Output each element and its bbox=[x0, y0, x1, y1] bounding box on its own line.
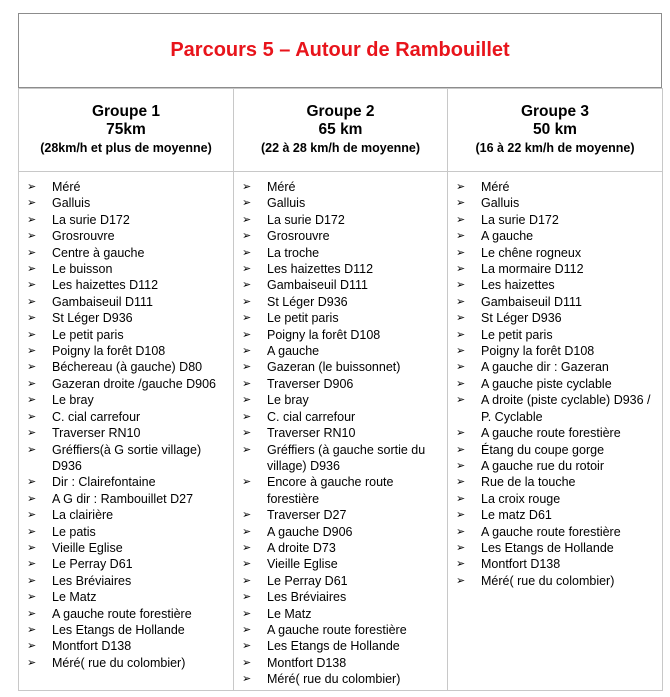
group-2-name: Groupe 2 bbox=[306, 103, 375, 120]
route-stop-label: La croix rouge bbox=[481, 491, 561, 506]
group-1-stop-list bbox=[19, 172, 233, 671]
route-stop-label: Encore à gauche route forestière bbox=[267, 475, 394, 506]
route-stop-label: A gauche D906 bbox=[267, 524, 353, 539]
arrowhead-bullet-icon: ➢ bbox=[456, 295, 466, 308]
route-stop-item bbox=[242, 179, 443, 195]
route-stop-label: Traverser RN10 bbox=[52, 426, 141, 441]
route-stop-label: Gazeran droite /gauche D906 bbox=[52, 376, 216, 391]
route-stop-label: Méré( rue du colombier) bbox=[267, 672, 401, 687]
route-stop-item bbox=[27, 409, 229, 425]
arrowhead-bullet-icon: ➢ bbox=[242, 263, 252, 276]
route-stop-item bbox=[456, 458, 658, 474]
route-stop-item bbox=[456, 491, 658, 507]
route-stop-item bbox=[242, 228, 443, 244]
arrowhead-bullet-icon: ➢ bbox=[27, 263, 37, 276]
route-stop-label: A gauche bbox=[267, 344, 320, 359]
arrowhead-bullet-icon: ➢ bbox=[27, 345, 37, 358]
route-stop-label: Méré bbox=[267, 180, 296, 194]
route-stop-item bbox=[456, 359, 658, 375]
route-stop-label: Montfort D138 bbox=[481, 557, 561, 572]
route-stop-item bbox=[242, 392, 443, 408]
route-stop-label: A droite D73 bbox=[267, 540, 336, 555]
route-table bbox=[18, 88, 663, 691]
arrowhead-bullet-icon: ➢ bbox=[456, 558, 466, 571]
route-stop-item bbox=[242, 507, 443, 523]
group-1-distance: 75km bbox=[106, 121, 146, 138]
group-1-speed: (28km/h et plus de moyenne) bbox=[40, 141, 212, 155]
route-stop-item bbox=[27, 573, 229, 589]
arrowhead-bullet-icon: ➢ bbox=[27, 230, 37, 243]
route-stop-item bbox=[27, 491, 229, 507]
route-stop-item bbox=[456, 245, 658, 261]
route-stop-label: Le Matz bbox=[52, 590, 97, 605]
route-stop-item bbox=[242, 294, 443, 310]
arrowhead-bullet-icon: ➢ bbox=[27, 427, 37, 440]
route-stop-item bbox=[27, 245, 229, 261]
route-stop-label: C. cial carrefour bbox=[52, 409, 141, 424]
group-3-route-cell bbox=[448, 172, 663, 691]
route-stop-item bbox=[27, 589, 229, 605]
arrowhead-bullet-icon: ➢ bbox=[242, 279, 252, 292]
arrowhead-bullet-icon: ➢ bbox=[242, 640, 252, 653]
route-stop-item bbox=[456, 310, 658, 326]
route-stop-item bbox=[242, 474, 443, 507]
group-3-stop-list bbox=[448, 172, 662, 589]
route-stop-item bbox=[27, 294, 229, 310]
group-2-distance: 65 km bbox=[318, 121, 363, 138]
route-stop-label: A gauche route forestière bbox=[52, 606, 192, 621]
arrowhead-bullet-icon: ➢ bbox=[456, 377, 466, 390]
group-3-name: Groupe 3 bbox=[520, 103, 590, 120]
route-stop-item bbox=[242, 376, 443, 392]
route-stop-label: A gauche rue du rotoir bbox=[481, 458, 604, 473]
arrowhead-bullet-icon: ➢ bbox=[456, 246, 466, 259]
arrowhead-bullet-icon: ➢ bbox=[27, 591, 37, 604]
route-stop-label: Le chêne rogneux bbox=[481, 245, 582, 260]
arrowhead-bullet-icon: ➢ bbox=[242, 623, 252, 636]
arrowhead-bullet-icon: ➢ bbox=[242, 509, 252, 522]
route-stop-label: Étang du coupe gorge bbox=[481, 442, 605, 457]
route-stop-item bbox=[456, 179, 658, 195]
arrowhead-bullet-icon: ➢ bbox=[242, 394, 252, 407]
arrowhead-bullet-icon: ➢ bbox=[242, 525, 252, 538]
route-stop-label: Les Etangs de Hollande bbox=[481, 540, 614, 555]
route-stop-label: St Léger D936 bbox=[267, 294, 348, 309]
route-stop-label: Le Perray D61 bbox=[52, 557, 133, 572]
route-stop-label: Le matz D61 bbox=[481, 508, 552, 523]
arrowhead-bullet-icon: ➢ bbox=[27, 295, 37, 308]
arrowhead-bullet-icon: ➢ bbox=[242, 246, 252, 259]
route-stop-item bbox=[27, 655, 229, 671]
route-stop-label: A droite (piste cyclable) D936 / P. Cyclable bbox=[481, 393, 651, 424]
route-stop-label: Vieille Eglise bbox=[52, 540, 123, 555]
arrowhead-bullet-icon: ➢ bbox=[456, 459, 466, 472]
route-stop-label: Montfort D138 bbox=[267, 655, 347, 670]
route-stop-item bbox=[27, 359, 229, 375]
arrowhead-bullet-icon: ➢ bbox=[242, 558, 252, 571]
arrowhead-bullet-icon: ➢ bbox=[242, 410, 252, 423]
route-stop-label: La surie D172 bbox=[481, 212, 559, 227]
arrowhead-bullet-icon: ➢ bbox=[27, 377, 37, 390]
page-title: Parcours 5 – Autour de Rambouillet bbox=[170, 39, 510, 61]
route-stop-label: C. cial carrefour bbox=[267, 409, 356, 424]
arrowhead-bullet-icon: ➢ bbox=[27, 656, 37, 669]
route-stop-label: Poigny la forêt D108 bbox=[481, 344, 595, 359]
arrowhead-bullet-icon: ➢ bbox=[242, 656, 252, 669]
route-stop-label: Le Perray D61 bbox=[267, 573, 348, 588]
route-stop-item bbox=[242, 409, 443, 425]
route-stop-label: Centre à gauche bbox=[52, 245, 145, 260]
route-stop-item bbox=[242, 310, 443, 326]
group-2-header bbox=[234, 89, 448, 172]
route-stop-item bbox=[456, 261, 658, 277]
route-stop-item bbox=[27, 474, 229, 490]
route-stop-label: A gauche route forestière bbox=[481, 524, 621, 539]
arrowhead-bullet-icon: ➢ bbox=[242, 476, 252, 489]
route-stop-label: Traverser D27 bbox=[267, 508, 347, 523]
route-row bbox=[19, 172, 663, 691]
route-stop-label: La troche bbox=[267, 245, 320, 260]
route-stop-label: Rue de la touche bbox=[481, 475, 576, 490]
route-stop-label: Poigny la forêt D108 bbox=[52, 344, 166, 359]
route-stop-label: A gauche route forestière bbox=[267, 622, 407, 637]
route-stop-label: A G dir : Rambouillet D27 bbox=[52, 491, 194, 506]
arrowhead-bullet-icon: ➢ bbox=[456, 345, 466, 358]
route-stop-item bbox=[242, 606, 443, 622]
route-stop-item bbox=[242, 195, 443, 211]
arrowhead-bullet-icon: ➢ bbox=[456, 574, 466, 587]
route-stop-item bbox=[456, 474, 658, 490]
arrowhead-bullet-icon: ➢ bbox=[27, 328, 37, 341]
route-stop-label: Le petit paris bbox=[481, 327, 553, 342]
route-stop-item bbox=[27, 310, 229, 326]
route-stop-label: Le petit paris bbox=[52, 327, 124, 342]
route-stop-label: Gambaiseuil D111 bbox=[481, 294, 582, 309]
group-2-route-cell bbox=[234, 172, 448, 691]
route-stop-item bbox=[242, 359, 443, 375]
route-stop-item bbox=[27, 376, 229, 392]
route-stop-label: La surie D172 bbox=[52, 212, 130, 227]
arrowhead-bullet-icon: ➢ bbox=[27, 640, 37, 653]
arrowhead-bullet-icon: ➢ bbox=[456, 427, 466, 440]
route-stop-label: Les haizettes bbox=[481, 278, 555, 293]
arrowhead-bullet-icon: ➢ bbox=[27, 246, 37, 259]
arrowhead-bullet-icon: ➢ bbox=[242, 361, 252, 374]
route-stop-item bbox=[456, 343, 658, 359]
arrowhead-bullet-icon: ➢ bbox=[456, 443, 466, 456]
arrowhead-bullet-icon: ➢ bbox=[456, 492, 466, 505]
route-stop-label: Poigny la forêt D108 bbox=[267, 327, 381, 342]
route-stop-item bbox=[27, 261, 229, 277]
route-stop-label: Les Bréviaires bbox=[52, 573, 132, 588]
route-stop-item bbox=[27, 606, 229, 622]
route-stop-item bbox=[456, 573, 658, 589]
arrowhead-bullet-icon: ➢ bbox=[242, 574, 252, 587]
arrowhead-bullet-icon: ➢ bbox=[456, 312, 466, 325]
route-stop-item bbox=[242, 245, 443, 261]
arrowhead-bullet-icon: ➢ bbox=[242, 541, 252, 554]
route-stop-label: A gauche bbox=[481, 229, 534, 244]
arrowhead-bullet-icon: ➢ bbox=[242, 197, 252, 210]
route-stop-item bbox=[242, 524, 443, 540]
arrowhead-bullet-icon: ➢ bbox=[456, 213, 466, 226]
group-header-row bbox=[19, 89, 663, 172]
arrowhead-bullet-icon: ➢ bbox=[456, 361, 466, 374]
arrowhead-bullet-icon: ➢ bbox=[456, 230, 466, 243]
route-stop-label: Béchereau (à gauche) D80 bbox=[52, 360, 203, 375]
route-stop-item bbox=[456, 425, 658, 441]
route-stop-item bbox=[456, 540, 658, 556]
route-stop-label: Le petit paris bbox=[267, 311, 339, 326]
arrowhead-bullet-icon: ➢ bbox=[242, 328, 252, 341]
route-stop-label: Les haizettes D112 bbox=[267, 262, 374, 277]
arrowhead-bullet-icon: ➢ bbox=[27, 476, 37, 489]
route-stop-label: Méré( rue du colombier) bbox=[481, 573, 615, 588]
arrowhead-bullet-icon: ➢ bbox=[27, 623, 37, 636]
arrowhead-bullet-icon: ➢ bbox=[27, 525, 37, 538]
route-stop-label: Montfort D138 bbox=[52, 639, 132, 654]
route-stop-label: Les Bréviaires bbox=[267, 590, 347, 605]
route-stop-item bbox=[242, 212, 443, 228]
arrowhead-bullet-icon: ➢ bbox=[456, 525, 466, 538]
arrowhead-bullet-icon: ➢ bbox=[242, 673, 252, 686]
route-stop-item bbox=[27, 540, 229, 556]
route-stop-label: Galluis bbox=[52, 196, 91, 211]
arrowhead-bullet-icon: ➢ bbox=[456, 197, 466, 210]
route-stop-item bbox=[242, 343, 443, 359]
arrowhead-bullet-icon: ➢ bbox=[456, 279, 466, 292]
route-stop-item bbox=[27, 228, 229, 244]
route-stop-item bbox=[242, 655, 443, 671]
route-stop-item bbox=[27, 524, 229, 540]
route-stop-label: Grosrouvre bbox=[52, 229, 115, 244]
route-stop-item bbox=[456, 228, 658, 244]
route-stop-item bbox=[27, 327, 229, 343]
arrowhead-bullet-icon: ➢ bbox=[27, 279, 37, 292]
route-stop-item bbox=[242, 556, 443, 572]
arrowhead-bullet-icon: ➢ bbox=[27, 213, 37, 226]
route-stop-item bbox=[27, 425, 229, 441]
route-stop-item bbox=[27, 277, 229, 293]
route-stop-label: Traverser RN10 bbox=[267, 426, 356, 441]
route-stop-label: St Léger D936 bbox=[481, 311, 562, 326]
route-stop-label: Dir : Clairefontaine bbox=[52, 475, 156, 490]
route-stop-label: Le bray bbox=[267, 393, 309, 408]
arrowhead-bullet-icon: ➢ bbox=[242, 345, 252, 358]
route-stop-label: Gazeran (le buissonnet) bbox=[267, 360, 401, 375]
route-stop-label: Gréffiers(à G sortie village) D936 bbox=[52, 442, 202, 473]
route-stop-item bbox=[242, 573, 443, 589]
arrowhead-bullet-icon: ➢ bbox=[27, 312, 37, 325]
group-1-route-cell bbox=[19, 172, 234, 691]
route-stop-item bbox=[456, 556, 658, 572]
route-stop-label: A gauche dir : Gazeran bbox=[481, 360, 609, 375]
route-stop-label: Méré bbox=[52, 180, 81, 194]
group-3-speed: (16 à 22 km/h de moyenne) bbox=[475, 141, 635, 155]
route-stop-item bbox=[456, 524, 658, 540]
route-stop-item bbox=[456, 376, 658, 392]
route-stop-item bbox=[27, 622, 229, 638]
route-stop-label: Les haizettes D112 bbox=[52, 278, 159, 293]
arrowhead-bullet-icon: ➢ bbox=[242, 591, 252, 604]
arrowhead-bullet-icon: ➢ bbox=[27, 443, 37, 456]
route-stop-label: Gréffiers (à gauche sortie du village) D936 bbox=[267, 442, 426, 473]
route-stop-item bbox=[242, 277, 443, 293]
route-stop-item bbox=[242, 261, 443, 277]
arrowhead-bullet-icon: ➢ bbox=[242, 181, 252, 193]
route-stop-item bbox=[27, 556, 229, 572]
route-stop-item bbox=[242, 425, 443, 441]
arrowhead-bullet-icon: ➢ bbox=[242, 213, 252, 226]
arrowhead-bullet-icon: ➢ bbox=[27, 492, 37, 505]
route-stop-item bbox=[27, 212, 229, 228]
route-stop-label: A gauche piste cyclable bbox=[481, 376, 612, 391]
arrowhead-bullet-icon: ➢ bbox=[27, 541, 37, 554]
arrowhead-bullet-icon: ➢ bbox=[456, 509, 466, 522]
route-stop-label: Le Matz bbox=[267, 606, 312, 621]
group-3-distance: 50 km bbox=[533, 121, 577, 138]
arrowhead-bullet-icon: ➢ bbox=[456, 394, 466, 407]
arrowhead-bullet-icon: ➢ bbox=[27, 394, 37, 407]
group-2-speed: (22 à 28 km/h de moyenne) bbox=[260, 141, 421, 155]
route-stop-label: Méré bbox=[481, 180, 510, 194]
arrowhead-bullet-icon: ➢ bbox=[456, 328, 466, 341]
route-stop-label: Traverser D906 bbox=[267, 376, 354, 391]
route-stop-label: Vieille Eglise bbox=[267, 557, 338, 572]
route-stop-item bbox=[242, 671, 443, 687]
route-stop-item bbox=[456, 507, 658, 523]
route-stop-label: La clairière bbox=[52, 508, 114, 523]
arrowhead-bullet-icon: ➢ bbox=[242, 377, 252, 390]
route-stop-label: Méré( rue du colombier) bbox=[52, 655, 186, 670]
route-stop-item bbox=[242, 442, 443, 475]
route-stop-item bbox=[27, 179, 229, 195]
route-stop-label: A gauche route forestière bbox=[481, 426, 621, 441]
route-stop-item bbox=[27, 392, 229, 408]
route-stop-item bbox=[242, 540, 443, 556]
arrowhead-bullet-icon: ➢ bbox=[27, 574, 37, 587]
arrowhead-bullet-icon: ➢ bbox=[27, 197, 37, 210]
route-stop-item bbox=[456, 392, 658, 425]
route-stop-item bbox=[456, 442, 658, 458]
route-stop-item bbox=[27, 442, 229, 475]
arrowhead-bullet-icon: ➢ bbox=[27, 607, 37, 620]
route-stop-item bbox=[27, 195, 229, 211]
group-1-name: Groupe 1 bbox=[91, 103, 161, 120]
route-stop-item bbox=[456, 195, 658, 211]
route-stop-item bbox=[456, 294, 658, 310]
title-box bbox=[18, 13, 662, 88]
arrowhead-bullet-icon: ➢ bbox=[27, 410, 37, 423]
group-2-stop-list bbox=[234, 172, 447, 688]
route-stop-item bbox=[242, 327, 443, 343]
route-stop-label: Le patis bbox=[52, 524, 96, 539]
arrowhead-bullet-icon: ➢ bbox=[242, 312, 252, 325]
route-stop-label: Gambaiseuil D111 bbox=[52, 294, 153, 309]
arrowhead-bullet-icon: ➢ bbox=[242, 443, 252, 456]
route-stop-item bbox=[27, 638, 229, 654]
route-stop-label: St Léger D936 bbox=[52, 311, 133, 326]
arrowhead-bullet-icon: ➢ bbox=[456, 541, 466, 554]
group-3-header bbox=[448, 89, 663, 172]
route-stop-item bbox=[27, 507, 229, 523]
route-stop-label: Galluis bbox=[481, 196, 520, 211]
route-stop-label: Gambaiseuil D111 bbox=[267, 278, 368, 293]
arrowhead-bullet-icon: ➢ bbox=[27, 558, 37, 571]
route-stop-label: Le bray bbox=[52, 393, 94, 408]
arrowhead-bullet-icon: ➢ bbox=[242, 230, 252, 243]
route-stop-item bbox=[242, 589, 443, 605]
arrowhead-bullet-icon: ➢ bbox=[456, 263, 466, 276]
route-stop-item bbox=[456, 277, 658, 293]
route-stop-label: La surie D172 bbox=[267, 212, 345, 227]
arrowhead-bullet-icon: ➢ bbox=[242, 607, 252, 620]
route-stop-item bbox=[27, 343, 229, 359]
arrowhead-bullet-icon: ➢ bbox=[242, 295, 252, 308]
arrowhead-bullet-icon: ➢ bbox=[27, 181, 37, 193]
route-stop-label: Les Etangs de Hollande bbox=[267, 639, 400, 654]
route-stop-item bbox=[242, 622, 443, 638]
route-stop-label: Grosrouvre bbox=[267, 229, 330, 244]
route-stop-label: Les Etangs de Hollande bbox=[52, 622, 185, 637]
route-stop-item bbox=[456, 327, 658, 343]
arrowhead-bullet-icon: ➢ bbox=[456, 476, 466, 489]
route-stop-label: Galluis bbox=[267, 196, 306, 211]
arrowhead-bullet-icon: ➢ bbox=[456, 181, 466, 193]
route-stop-label: La mormaire D112 bbox=[481, 262, 584, 277]
route-stop-item bbox=[456, 212, 658, 228]
arrowhead-bullet-icon: ➢ bbox=[27, 361, 37, 374]
arrowhead-bullet-icon: ➢ bbox=[27, 509, 37, 522]
arrowhead-bullet-icon: ➢ bbox=[242, 427, 252, 440]
group-1-header bbox=[19, 89, 234, 172]
route-stop-item bbox=[242, 638, 443, 654]
route-stop-label: Le buisson bbox=[52, 262, 113, 277]
